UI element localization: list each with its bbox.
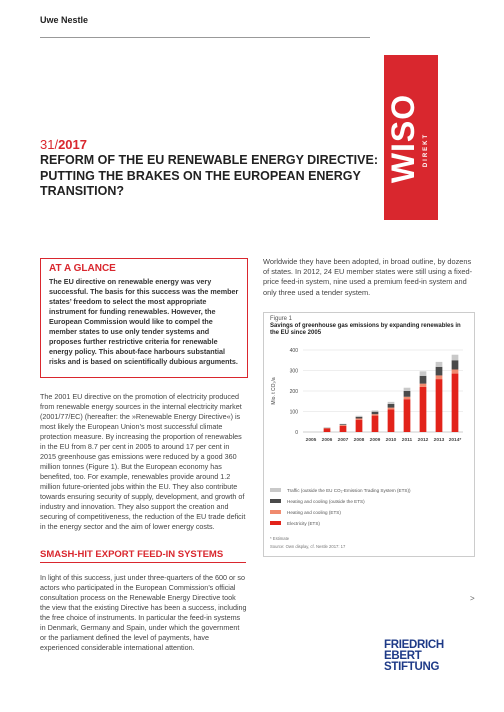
x-tick-label: 2008 bbox=[353, 438, 365, 443]
legend-item bbox=[270, 508, 341, 516]
bar-segment bbox=[324, 429, 331, 432]
legend-item bbox=[270, 497, 365, 505]
legend-swatch bbox=[270, 488, 281, 492]
legend-label: Traffic (outside the EU CO₂-Emission Trading System (ETS)) bbox=[287, 487, 411, 493]
at-a-glance-text: The EU directive on renewable energy was very successful. The basis for this success was the member states’ freedom to select the most appropriate instrument for funding renewables. However, the European Commission would like to compel the member states to use only tender systems and proposes further restrictive criteria for renewable energy policy. This about-face harbours substantial risks and is based on scientifically dubious arguments. bbox=[49, 277, 239, 366]
bar-segment bbox=[452, 360, 459, 369]
bar-segment bbox=[388, 409, 395, 432]
bar-segment bbox=[436, 379, 443, 432]
legend-item bbox=[270, 486, 411, 494]
header-divider bbox=[40, 37, 370, 38]
figure-label: Figure 1 bbox=[270, 316, 293, 322]
legend-label: Heating and cooling (ETS) bbox=[287, 509, 341, 515]
right-column-intro: Worldwide they have been adopted, in broad outline, by dozens of states. In 2012, 24 EU member states were still using a fixed-price feed-in system, nine used a premium feed-in system and only three used a tender system. bbox=[263, 257, 473, 297]
at-a-glance-heading: AT A GLANCE bbox=[49, 263, 116, 274]
bar-segment bbox=[420, 387, 427, 432]
bar-segment bbox=[404, 399, 411, 432]
bar-segment bbox=[372, 412, 379, 414]
bar-segment bbox=[356, 420, 363, 432]
bar-segment bbox=[436, 367, 443, 376]
figure-note: * Estimate bbox=[270, 536, 290, 541]
bar-segment bbox=[420, 371, 427, 376]
section-divider bbox=[40, 562, 246, 563]
x-tick-label: 2009 bbox=[369, 438, 381, 443]
emissions-bar-chart bbox=[263, 340, 473, 445]
wiso-logo-text: WISO bbox=[385, 93, 422, 183]
bar-segment bbox=[356, 416, 363, 417]
bar-segment bbox=[340, 426, 347, 432]
bar-segment bbox=[388, 408, 395, 410]
y-axis-label: Mio. t CO₂/a bbox=[271, 377, 277, 405]
bar-segment bbox=[356, 417, 363, 419]
bar-segment bbox=[452, 355, 459, 361]
legend-swatch bbox=[270, 499, 281, 503]
issue-number: 31/2017 bbox=[40, 137, 87, 152]
bar-segment bbox=[436, 362, 443, 367]
legend-item bbox=[270, 519, 320, 527]
bar-segment bbox=[340, 424, 347, 425]
legend-swatch bbox=[270, 510, 281, 514]
bar-segment bbox=[404, 388, 411, 391]
x-tick-label: 2011 bbox=[401, 438, 413, 443]
legend-label: Electricity (ETS) bbox=[287, 520, 320, 526]
bar-segment bbox=[356, 418, 363, 419]
legend-label: Heating and cooling (outside the ETS) bbox=[287, 498, 365, 504]
bar-segment bbox=[404, 391, 411, 397]
bar-segment bbox=[452, 374, 459, 432]
x-tick-label: 2012 bbox=[417, 438, 429, 443]
x-tick-label: 2010 bbox=[385, 438, 397, 443]
bar-segment bbox=[388, 404, 395, 408]
bar-segment bbox=[420, 384, 427, 387]
bar-segment bbox=[372, 410, 379, 411]
page-title: REFORM OF THE EU RENEWABLE ENERGY DIRECTIVE: PUTTING THE BRAKES ON THE EUROPEAN ENERGY TRANSITION? bbox=[40, 153, 378, 198]
bar-segment bbox=[388, 402, 395, 404]
y-tick-label: 300 bbox=[289, 368, 298, 375]
bar-segment bbox=[372, 414, 379, 415]
bar-segment bbox=[452, 369, 459, 373]
y-tick-label: 200 bbox=[289, 389, 298, 395]
x-tick-label: 2013 bbox=[433, 438, 445, 443]
bar-segment bbox=[420, 376, 427, 384]
figure-source: Source: Own display, cf. Nestle 2017: 17 bbox=[270, 544, 346, 549]
figure-title: Savings of greenhouse gas emissions by expanding renewables in the EU since 2005 bbox=[270, 323, 461, 336]
section-paragraph: In light of this success, just under three-quarters of the 600 or so actors who participated in the European Commission’s official consultation process on the Renewable Energy Directive took the view that the existing Directive has been a success, including the free choice of instruments. In particular the feed-in systems in Denmark, Germany and Spain, under which the government or the parliament defined the level of payments, have experienced considerable international attention. bbox=[40, 573, 247, 652]
bar-segment bbox=[372, 416, 379, 432]
fes-logo: FRIEDRICH EBERT STIFTUNG bbox=[384, 639, 444, 673]
section-heading: SMASH-HIT EXPORT FEED-IN SYSTEMS bbox=[40, 549, 224, 560]
direkt-logo-text: DIREKT bbox=[423, 132, 429, 168]
y-tick-label: 0 bbox=[295, 430, 298, 436]
body-paragraph: The 2001 EU directive on the promotion of electricity produced from renewable energy sources in the internal electricity market (2001/77/EC) (hereafter: the »Renewable Energy Directive«) is most likely the European Union’s most successful climate protection measure. By increasing the proportion of renewables in the EU from 8.7 per cent in 2005 to around 17 per cent in 2015 greenhouse gas emissions were reduced by a good 360 million tonnes (Figure 1). But the European economy has benefited, too. For example, renewables provide around 1.2 million future-oriented jobs within the EU. They also contribute towards ensuring security of supply, development, and growth of industry and innovation. They also support the creation and securing of competitiveness, the reduction of the EU trade deficit in the energy sector and the aim of lower energy costs. bbox=[40, 392, 246, 531]
author-name: Uwe Nestle bbox=[40, 15, 89, 25]
x-tick-label: 2014* bbox=[448, 438, 462, 443]
bar-segment bbox=[340, 425, 347, 426]
x-tick-label: 2006 bbox=[321, 438, 333, 443]
next-page-arrow-icon[interactable]: > bbox=[470, 594, 475, 603]
legend-swatch bbox=[270, 521, 281, 525]
y-tick-label: 400 bbox=[289, 348, 298, 354]
bar-segment bbox=[436, 375, 443, 379]
x-tick-label: 2007 bbox=[337, 438, 349, 443]
x-tick-label: 2005 bbox=[305, 438, 317, 443]
y-tick-label: 100 bbox=[289, 409, 298, 416]
bar-segment bbox=[404, 397, 411, 399]
